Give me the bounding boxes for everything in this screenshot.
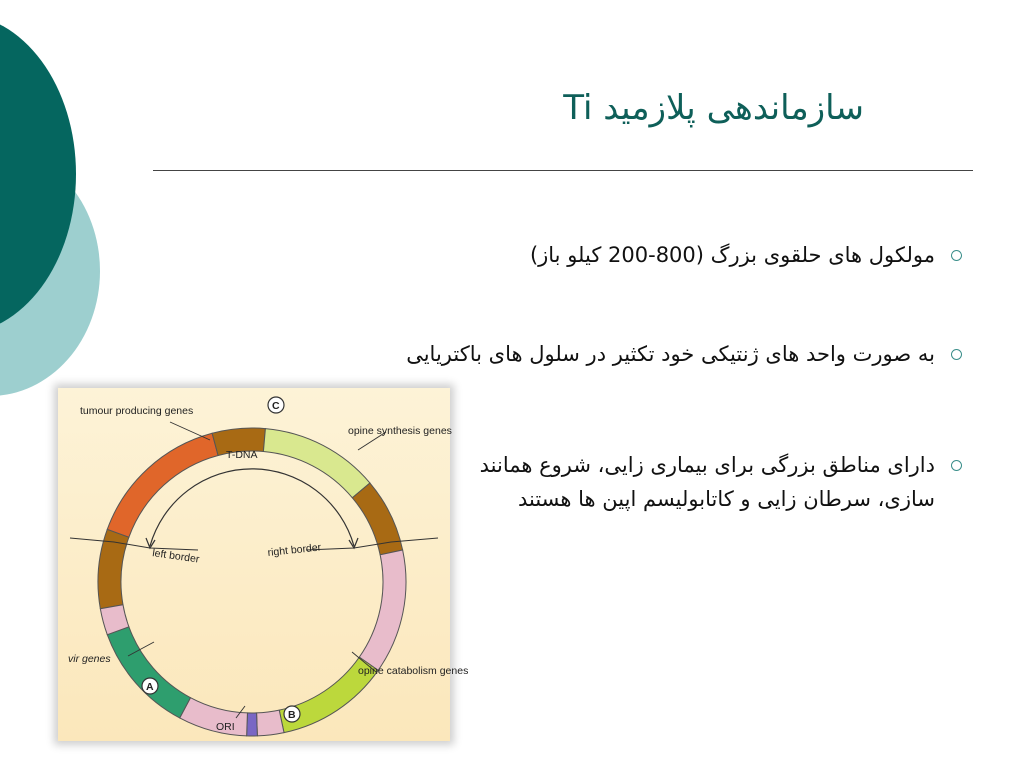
bullet-text: به صورت واحد های ژنتیکی خود تکثیر در سلول های باکتریایی — [406, 342, 935, 366]
bullet-item — [530, 238, 962, 272]
segment-ori — [247, 713, 258, 736]
bullet-item — [442, 448, 962, 516]
label-tumour-producing: tumour producing genes — [80, 405, 194, 417]
label-opine-catabolism: opine catabolism genes — [358, 665, 469, 677]
label-left-border: left border — [151, 547, 201, 566]
segment-tumour-producing — [107, 433, 218, 537]
leader-tumour — [170, 422, 210, 440]
label-right-border: right border — [267, 541, 322, 559]
marker-a: A — [146, 681, 154, 693]
segment-opine-synthesis — [263, 429, 370, 498]
bullet-item — [406, 337, 962, 371]
label-opine-synthesis: opine synthesis genes — [348, 425, 452, 437]
bullet-circle-icon — [951, 460, 962, 471]
slide-title: سازماندهی پلازمید Ti — [563, 88, 864, 128]
marker-c: C — [272, 400, 280, 412]
bullet-circle-icon — [951, 349, 962, 360]
label-vir-genes: vir genes — [68, 653, 111, 665]
bullet-circle-icon — [951, 250, 962, 261]
label-t-dna: T-DNA — [226, 449, 258, 461]
segment-vir — [107, 627, 190, 718]
title-divider — [153, 170, 973, 171]
bullet-text: دارای مناطق بزرگی برای بیماری زایی، شروع همانند سازی، سرطان زایی و کاتابولیسم اپین ها هستند — [479, 453, 935, 511]
marker-b: B — [288, 709, 296, 721]
bullet-text: مولکول های حلقوی بزرگ (800-200 کیلو باز) — [529, 243, 935, 267]
segment-pink-b — [257, 710, 284, 736]
segment-pink-right — [359, 550, 406, 670]
label-ori: ORI — [216, 721, 235, 733]
t-dna-arc — [150, 469, 354, 546]
ti-plasmid-map — [58, 388, 469, 741]
ti-plasmid-diagram — [58, 388, 469, 741]
